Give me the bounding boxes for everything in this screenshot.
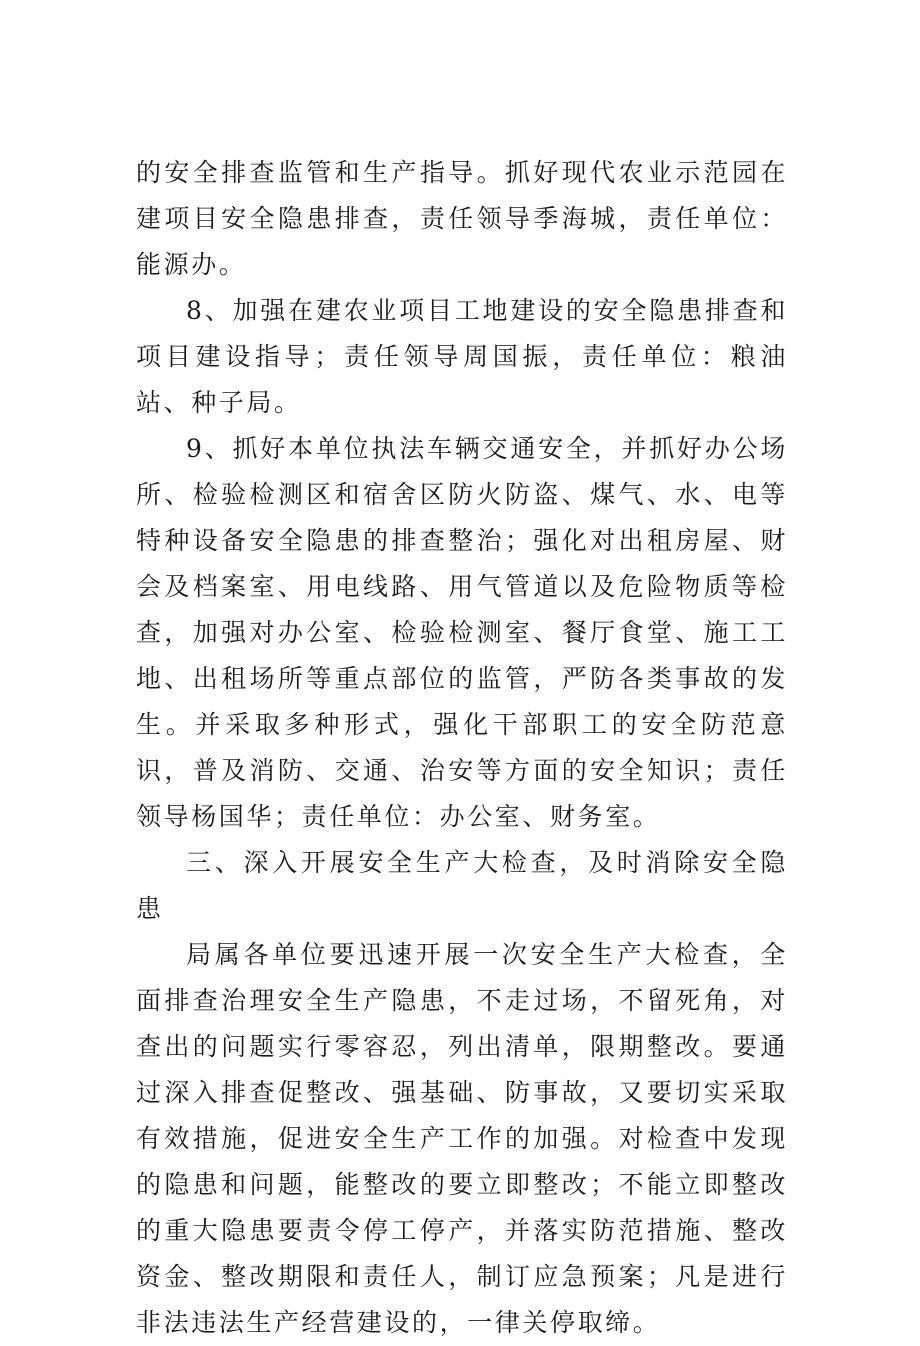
paragraph-inspection: 局属各单位要迅速开展一次安全生产大检查，全面排查治理安全生产隐患，不走过场，不留死角，对查出的问题实行零容忍，列出清单，限期整改。要通过深入排查促整改、强基础、防事故，又要切实采取有效措施，促进安全生产工作的加强。对检查中发现的隐患和问题，能整改的要立即整改；不能立即整改的重大隐患要责令停工停产，并落实防范措施、整改资金、整改期限和责任人，制订应急预案；凡是进行非法违法生产经营建设的，一律关停取缔。: [136, 940, 788, 1337]
paragraph-item-8: 8、加强在建农业项目工地建设的安全隐患排查和项目建设指导；责任领导周国振，责任单位：粮油站、种子局。: [136, 296, 788, 417]
document-body: [136, 150, 788, 1346]
paragraph-item-9: 9、抓好本单位执法车辆交通安全，并抓好办公场所、检验检测区和宿舍区防火防盗、煤气、水、电等特种设备安全隐患的排查整治；强化对出租房屋、财会及档案室、用电线路、用气管道以及危险物质等检查，加强对办公室、检验检测室、餐厅食堂、施工工地、出租场所等重点部位的监管，严防各类事故的发生。并采取多种形式，强化干部职工的安全防范意识，普及消防、交通、治安等方面的安全知识；责任领导杨国华；责任单位：办公室、财务室。: [136, 434, 788, 831]
paragraph-continuation: 的安全排查监管和生产指导。抓好现代农业示范园在建项目安全隐患排查，责任领导季海城，责任单位：能源办。: [136, 158, 788, 279]
section-heading-3: 三、深入开展安全生产大检查，及时消除安全隐患: [136, 848, 788, 923]
